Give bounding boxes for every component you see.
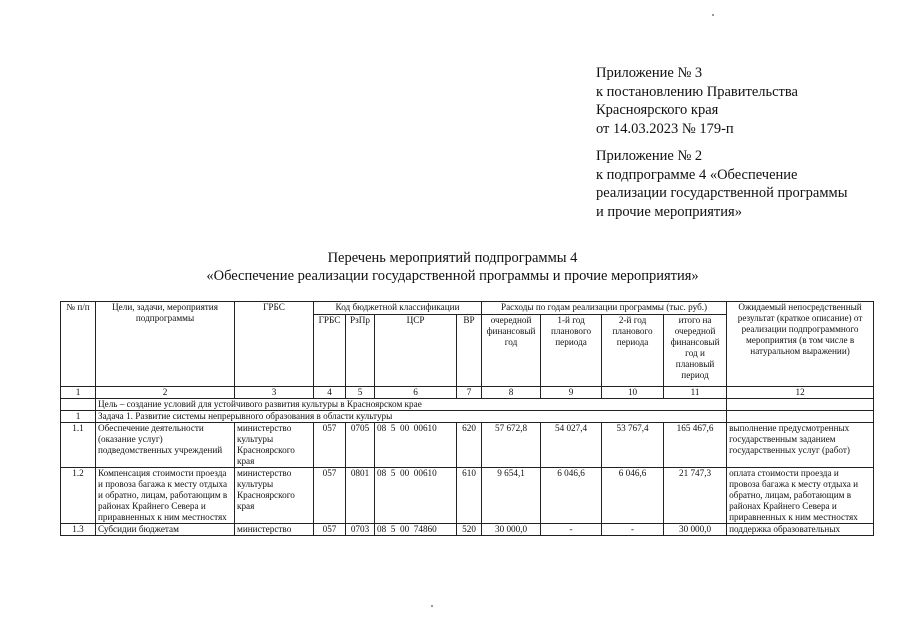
row-vr: 610 — [457, 468, 482, 524]
header-result: Ожидаемый непосредственный результат (краткое описание) от реализации подпрограммного мероприятия (в том числе в натуральном выражении) — [727, 302, 874, 387]
row-result: поддержка образовательных — [727, 524, 874, 536]
column-number: 2 — [96, 387, 235, 399]
appendix-line: к постановлению Правительства — [596, 83, 798, 100]
row-csr: 08 5 00 00610 — [375, 468, 457, 524]
appendix-block-2 — [596, 147, 847, 221]
header-code-vr: ВР — [457, 315, 482, 387]
goal-text: Цель – создание условий для устойчивого развития культуры в Красноярском крае — [96, 399, 727, 411]
column-number-row — [61, 387, 874, 399]
scan-speck — [431, 605, 433, 607]
column-number: 6 — [375, 387, 457, 399]
task-row — [61, 411, 874, 423]
task-text: Задача 1. Развитие системы непрерывного образования в области культуры — [96, 411, 727, 423]
header-exp-current: очередной финансовый год — [482, 315, 541, 387]
table-row — [61, 468, 874, 524]
measures-table — [60, 301, 874, 536]
table-row — [61, 423, 874, 468]
appendix-line: и прочие мероприятия» — [596, 203, 742, 220]
row-csr: 08 5 00 00610 — [375, 423, 457, 468]
header-code-csr: ЦСР — [375, 315, 457, 387]
row-total: 165 467,6 — [664, 423, 727, 468]
goal-result — [727, 399, 874, 411]
task-num: 1 — [61, 411, 96, 423]
column-number: 9 — [541, 387, 602, 399]
header-num: № п/п — [61, 302, 96, 387]
appendix-line: реализации государственной программы — [596, 185, 848, 201]
document-title — [0, 249, 905, 285]
row-rzpr: 0801 — [346, 468, 375, 524]
header-code-grbs: ГРБС — [314, 315, 346, 387]
row-vr: 520 — [457, 524, 482, 536]
row-current: 30 000,0 — [482, 524, 541, 536]
row-code-grbs: 057 — [314, 423, 346, 468]
appendix-line: к подпрограмме 4 «Обеспечение — [596, 166, 798, 183]
row-code-grbs: 057 — [314, 524, 346, 536]
row-grbs: министерство культуры Красноярского края — [235, 468, 314, 524]
header-exp-first: 1-й год планового периода — [541, 315, 602, 387]
column-number: 10 — [602, 387, 664, 399]
row-num: 1.1 — [61, 423, 96, 468]
column-number: 12 — [727, 387, 874, 399]
row-second: - — [602, 524, 664, 536]
row-first: 6 046,6 — [541, 468, 602, 524]
header-budget-code: Код бюджетной классификации — [314, 302, 482, 315]
table-row — [61, 524, 874, 536]
row-name: Обеспечение деятельности (оказание услуг) подведомственных учреждений — [96, 423, 235, 468]
row-grbs: министерство культуры Красноярского края — [235, 423, 314, 468]
header-exp-second: 2-й год планового периода — [602, 315, 664, 387]
column-number: 3 — [235, 387, 314, 399]
row-csr: 08 5 00 74860 — [375, 524, 457, 536]
column-number: 5 — [346, 387, 375, 399]
row-grbs: министерство — [235, 524, 314, 536]
row-total: 21 747,3 — [664, 468, 727, 524]
row-total: 30 000,0 — [664, 524, 727, 536]
appendix-block-1 — [596, 64, 798, 138]
row-current: 57 672,8 — [482, 423, 541, 468]
row-num: 1.2 — [61, 468, 96, 524]
row-second: 53 767,4 — [602, 423, 664, 468]
row-name: Субсидии бюджетам — [96, 524, 235, 536]
column-number: 4 — [314, 387, 346, 399]
appendix-line: от 14.03.2023 № 179-п — [596, 120, 734, 137]
row-code-grbs: 057 — [314, 468, 346, 524]
task-result — [727, 411, 874, 423]
column-number: 8 — [482, 387, 541, 399]
row-rzpr: 0703 — [346, 524, 375, 536]
header-exp-total: итого на очередной финансовый год и плановый период — [664, 315, 727, 387]
appendix-line: Красноярского края — [596, 102, 719, 118]
goal-row — [61, 399, 874, 411]
row-num: 1.3 — [61, 524, 96, 536]
row-current: 9 654,1 — [482, 468, 541, 524]
goal-num — [61, 399, 96, 411]
header-goals: Цели, задачи, мероприятия подпрограммы — [96, 302, 235, 387]
row-name: Компенсация стоимости проезда и провоза багажа к месту отдыха и обратно, лицам, работающим в районах Крайнего Севера и приравненных к ним местностях — [96, 468, 235, 524]
header-expenses: Расходы по годам реализации программы (тыс. руб.) — [482, 302, 727, 315]
header-grbs: ГРБС — [235, 302, 314, 387]
row-vr: 620 — [457, 423, 482, 468]
row-first: - — [541, 524, 602, 536]
row-second: 6 046,6 — [602, 468, 664, 524]
column-number: 1 — [61, 387, 96, 399]
appendix-line: Приложение № 2 — [596, 148, 703, 164]
header-code-rzpr: РзПр — [346, 315, 375, 387]
row-rzpr: 0705 — [346, 423, 375, 468]
title-line-1: Перечень мероприятий подпрограммы 4 — [327, 250, 578, 266]
row-result: выполнение предусмотренных государственным заданием государственных услуг (работ) — [727, 423, 874, 468]
column-number: 11 — [664, 387, 727, 399]
row-first: 54 027,4 — [541, 423, 602, 468]
scan-speck — [712, 14, 714, 16]
header-row — [61, 302, 874, 315]
appendix-line: Приложение № 3 — [596, 65, 703, 81]
title-line-2: «Обеспечение реализации государственной программы и прочие мероприятия» — [206, 268, 699, 284]
column-number: 7 — [457, 387, 482, 399]
row-result: оплата стоимости проезда и провоза багажа к месту отдыха и обратно, лицам, работающим в районах Крайнего Севера и приравненных к ним местностях — [727, 468, 874, 524]
